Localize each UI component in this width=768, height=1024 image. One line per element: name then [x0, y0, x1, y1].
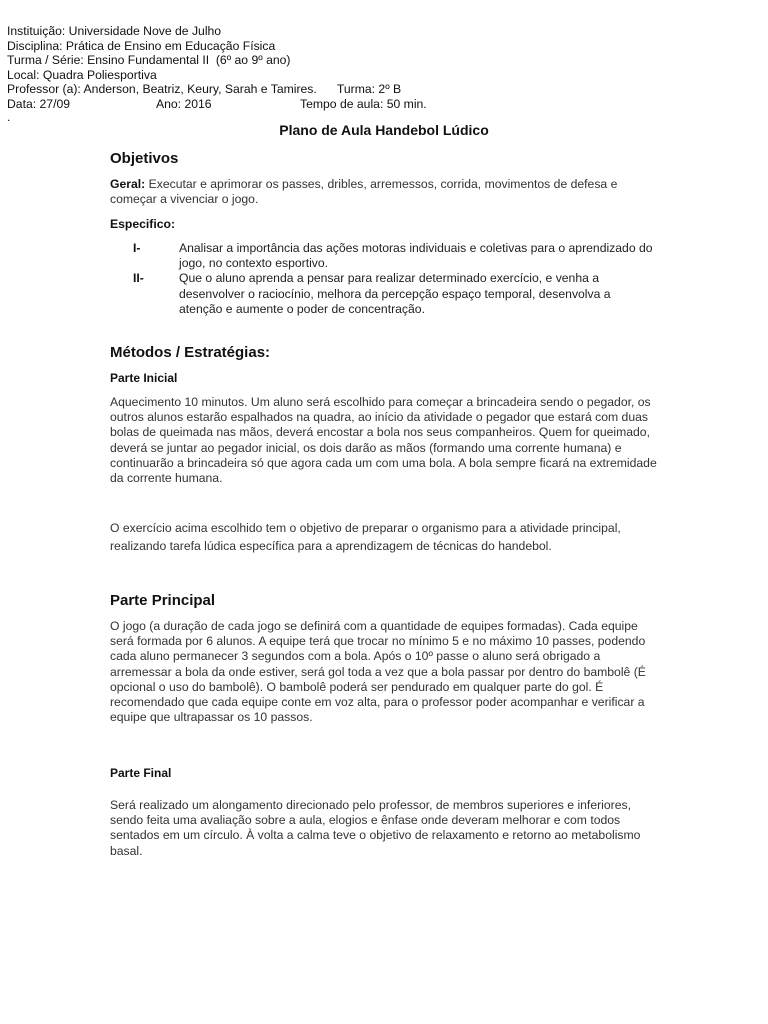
date-line: [7, 96, 427, 112]
list-item-number: II-: [133, 271, 144, 286]
objectives-heading-wrap: [110, 150, 658, 167]
stray-dot: .: [7, 109, 11, 124]
main-part-heading: Parte Principal: [110, 592, 216, 609]
general-objective: [110, 177, 658, 207]
class-grade-line: Turma / Série: Ensino Fundamental II (6º ao 9º ano): [7, 53, 291, 68]
list-item-text: Que o aluno aprenda a pensar para realizar determinado exercício, e venha a desenvolver o raciocínio, melhora da percepção espaço temporal, desenvolva a atenção e aumente o poder de concentração.: [179, 271, 611, 316]
list-item-text: Analisar a importância das ações motoras individuais e coletivas para o aprendizado do jogo, no contexto esportivo.: [179, 241, 653, 271]
exercise-objective-wrap: [110, 520, 658, 555]
methods-heading: Métodos / Estratégias:: [110, 344, 271, 361]
general-text: Executar e aprimorar os passes, dribles, arremessos, corrida, movimentos de defesa e começar a vivenciar o jogo.: [110, 177, 618, 207]
list-item: [133, 241, 653, 271]
final-part-heading-wrap: [110, 766, 658, 780]
final-part-text: Será realizado um alongamento direcionado pelo professor, de membros superiores e inferiores, sendo feita uma avaliação sobre a aula, elogios e ênfase onde deveram melhorar e com todos sentados em um círculo. À volta a calma teve o objetivo de relaxamento e retorno ao metabolismo basal.: [110, 798, 641, 858]
initial-part-heading-wrap: [110, 371, 658, 385]
teacher-line: Professor (a): Anderson, Beatriz, Keury, Sarah e Tamires. Turma: 2º B: [7, 82, 402, 97]
duration-text: Tempo de aula: 50 min.: [300, 96, 427, 111]
list-item: [133, 271, 653, 317]
header-block: [7, 24, 427, 124]
institution-line: Instituição: Universidade Nove de Julho: [7, 24, 222, 38]
date-text: Data: 27/09: [7, 96, 71, 111]
specific-label-wrap: [110, 217, 658, 232]
general-label: Geral:: [110, 177, 146, 191]
final-part-heading: Parte Final: [110, 766, 172, 780]
discipline-line: Disciplina: Prática de Ensino em Educação Física: [7, 38, 276, 53]
methods-heading-wrap: [110, 344, 658, 361]
main-part-text-wrap: [110, 619, 658, 725]
year-text: Ano: 2016: [156, 96, 212, 111]
page-title: Plano de Aula Handebol Lúdico: [279, 122, 489, 138]
initial-part-text-wrap: [110, 395, 658, 486]
location-line: Local: Quadra Poliesportiva: [7, 67, 157, 82]
main-part-text: O jogo (a duração de cada jogo se definirá com a quantidade de equipes formadas). Cada equipe será formada por 6 alunos. A equipe terá que trocar no mínimo 5 e no máximo 10 passes, podendo cada aluno permanecer 3 segundos com a bola. Após o 10º passe o aluno será obrigado a arremessar a bola da onde estiver, será gol toda a vez que a bola passar por dentro do bambolê (É opcional o uso do bambolê). O bambolê poderá ser pendurado em qualquer parte do gol. É recomendado que cada equipe conte em voz alta, para o professor poder acompanhar e verificar a equipe que ultrapassar os 10 passos.: [110, 619, 646, 725]
list-item-number: I-: [133, 241, 141, 255]
final-part-text-wrap: [110, 798, 658, 859]
exercise-objective-text: O exercício acima escolhido tem o objetivo de preparar o organismo para a atividade principal, realizando tarefa lúdica específica para a aprendizagem de técnicas do handebol.: [110, 521, 621, 553]
specific-objectives-list: [133, 241, 653, 317]
main-part-heading-wrap: [110, 592, 658, 609]
objectives-heading: Objetivos: [110, 150, 179, 167]
initial-part-text: Aquecimento 10 minutos. Um aluno será escolhido para começar a brincadeira sendo o pegador, os outros alunos estarão espalhados na quadra, ao início da atividade o pegador que estará com duas bolas de queimada nas mãos, deverá encostar a bola nos seus companheiros. Quem for queimado, deverá se juntar ao pegador inicial, os dois darão as mãos (formando uma corrente humana) e continuarão a brincadeira só que agora cada um com uma bola. A bola sempre ficará na extremidade da corrente humana.: [110, 395, 657, 486]
specific-label: Especifico:: [110, 217, 176, 231]
initial-part-heading: Parte Inicial: [110, 371, 178, 385]
